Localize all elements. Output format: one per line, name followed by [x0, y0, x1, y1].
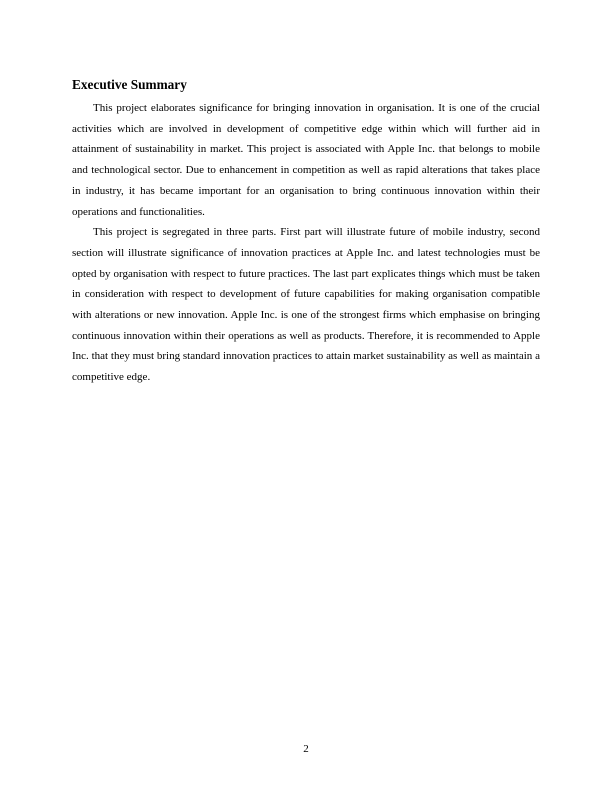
page-number: 2 [303, 743, 309, 755]
section-heading: Executive Summary [72, 77, 187, 92]
page-content [72, 76, 540, 388]
summary-paragraph-2: This project is segregated in three parts. First part will illustrate future of mobile industry, second section will illustrate significance of innovation practices at Apple Inc. and latest technologies must be opted by organisation with respect to future practices. The last part explicates things which must be taken in consideration with respect to development of future capabilities for making organisation compatible with alterations or new innovation. Apple Inc. is one of the strongest firms which emphasise on bringing continuous innovation within their operations as well as products. Therefore, it is recommended to Apple Inc. that they must bring standard innovation practices to attain market sustainability as well as maintain a competitive edge. [72, 226, 540, 384]
summary-paragraph-1: This project elaborates significance for bringing innovation in organisation. It is one of the crucial activities which are involved in development of competitive edge within which will further aid in attainment of sustainability in market. This project is associated with Apple Inc. that belongs to mobile and technological sector. Due to enhancement in competition as well as rapid alterations that takes place in industry, it has became important for an organisation to bring continuous innovation within their operations and functionalities. [72, 102, 540, 218]
